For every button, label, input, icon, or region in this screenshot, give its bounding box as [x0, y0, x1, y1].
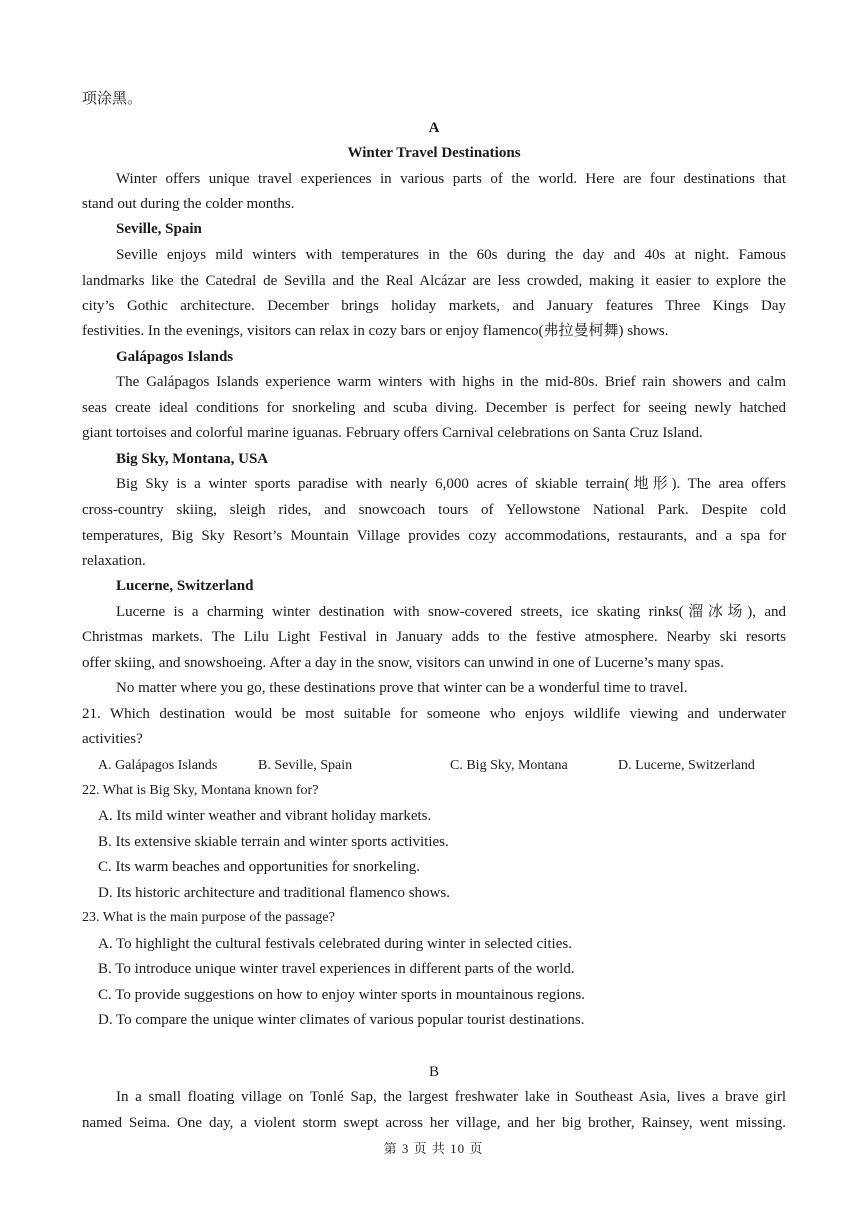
paragraph-line: Big Sky is a winter sports paradise with nearly 6,000 acres of skiable terrain(地形). The area offers [116, 476, 786, 492]
section-a-letter: A [428, 120, 440, 136]
paragraph-line: Lucerne is a charming winter destination with snow-covered streets, ice skating rinks(溜冰场), and [116, 604, 786, 620]
document-page [82, 0, 786, 1227]
paragraph-line: Seville enjoys mild winters with temperatures in the 60s during the day and 40s at night. Famous [116, 247, 786, 263]
option-b[interactable]: B. Its extensive skiable terrain and winter sports activities. [98, 834, 449, 850]
paragraph-line: The Galápagos Islands experience warm winters with highs in the mid-80s. Brief rain showers and calm [116, 374, 786, 390]
option-c[interactable]: C. To provide suggestions on how to enjoy winter sports in mountainous regions. [98, 987, 585, 1003]
option-a[interactable]: A. Its mild winter weather and vibrant holiday markets. [98, 808, 432, 824]
question-21-stem: 21. Which destination would be most suitable for someone who enjoys wildlife viewing and underwater [82, 706, 786, 722]
paragraph-line: temperatures, Big Sky Resort’s Mountain Village provides cozy accommodations, restaurants, and a spa for [82, 528, 786, 544]
destination-heading-galapagos: Galápagos Islands [116, 349, 234, 365]
destination-heading-seville: Seville, Spain [116, 221, 202, 237]
paragraph-line: city’s Gothic architecture. December brings holiday markets, and January features Three Kings Day [82, 298, 786, 314]
paragraph-line: Christmas markets. The Lilu Light Festival in January adds to the festive atmosphere. Nearby ski resorts [82, 629, 786, 645]
question-21-stem: activities? [82, 731, 143, 747]
closing-line: No matter where you go, these destinations prove that winter can be a wonderful time to travel. [116, 680, 688, 696]
paragraph-line: relaxation. [82, 553, 146, 569]
section-b-letter: B [428, 1064, 439, 1080]
destination-heading-big-sky: Big Sky, Montana, USA [116, 451, 269, 467]
question-22-stem: 22. What is Big Sky, Montana known for? [82, 783, 319, 798]
paragraph-line: cross-country skiing, sleigh rides, and snowcoach tours of Yellowstone National Park. Despite cold [82, 502, 786, 518]
intro-line: stand out during the colder months. [82, 196, 295, 212]
paragraph-line: named Seima. One day, a violent storm swept across her village, and her big brother, Rainsey, went missing. [82, 1115, 786, 1131]
option-d[interactable]: D. Lucerne, Switzerland [618, 758, 755, 773]
option-a[interactable]: A. To highlight the cultural festivals celebrated during winter in selected cities. [98, 936, 572, 952]
option-b[interactable]: B. To introduce unique winter travel experiences in different parts of the world. [98, 961, 575, 977]
page-footer: 第 3 页 共 10 页 [383, 1141, 484, 1156]
option-c[interactable]: C. Big Sky, Montana [450, 758, 568, 773]
paragraph-line: In a small floating village on Tonlé Sap, the largest freshwater lake in Southeast Asia, lives a brave girl [116, 1089, 786, 1105]
option-b[interactable]: B. Seville, Spain [258, 758, 353, 773]
option-d[interactable]: D. Its historic architecture and traditional flamenco shows. [98, 885, 450, 901]
paragraph-line: giant tortoises and colorful marine iguanas. February offers Carnival celebrations on Santa Cruz Island. [82, 425, 703, 441]
paragraph-line: seas create ideal conditions for snorkeling and scuba diving. December is perfect for seeing newly hatched [82, 400, 786, 416]
paragraph-line: landmarks like the Catedral de Sevilla and the Real Alcázar are less crowded, making it easier to explore the [82, 273, 786, 289]
option-c[interactable]: C. Its warm beaches and opportunities for snorkeling. [98, 859, 421, 875]
intro-line: Winter offers unique travel experiences in various parts of the world. Here are four destinations that [116, 171, 786, 187]
question-23-stem: 23. What is the main purpose of the passage? [82, 910, 335, 925]
paragraph-line: festivities. In the evenings, visitors can relax in cozy bars or enjoy flamenco(弗拉曼柯舞) shows. [82, 323, 669, 339]
option-d[interactable]: D. To compare the unique winter climates of various popular tourist destinations. [98, 1012, 585, 1028]
option-a[interactable]: A. Galápagos Islands [98, 758, 218, 773]
destination-heading-lucerne: Lucerne, Switzerland [116, 578, 254, 594]
section-a-title: Winter Travel Destinations [347, 145, 521, 161]
top-fragment: 项涂黑。 [82, 91, 143, 107]
paragraph-line: offer skiing, and snowshoeing. After a day in the snow, visitors can unwind in one of Lucerne’s many spas. [82, 655, 724, 671]
